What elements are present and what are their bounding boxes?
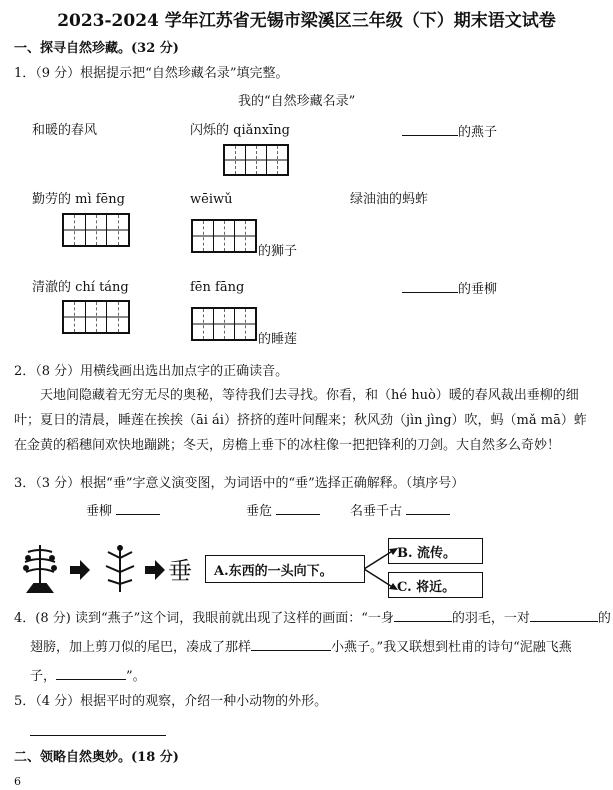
q1-item-e: wēiwǔ <box>190 192 233 207</box>
q1-item-c-blank[interactable] <box>402 123 458 136</box>
q1-item-j-suffix: 的垂柳 <box>458 282 498 297</box>
q1-item-h: 清澈的 chí táng <box>32 280 129 295</box>
q1-grid-i[interactable] <box>191 307 257 341</box>
q2-stem: 2．（8 分）用横线画出选出加点字的正确读音。 <box>14 364 289 379</box>
q1-item-g: 的狮子 <box>258 244 298 259</box>
q4-blank-4[interactable] <box>56 667 126 680</box>
section-1-heading: 一、探寻自然珍藏。(32 分) <box>14 41 179 56</box>
q3-option-a: A.东西的一头向下。 <box>205 555 365 583</box>
q4-line-1-text-a: 4．(8 分) 读到“燕子”这个词，我眼前就出现了这样的画面：“一身 <box>14 611 394 626</box>
q3-word-2-blank[interactable] <box>276 502 320 515</box>
q1-grid-h[interactable] <box>62 300 130 334</box>
q4-blank-2[interactable] <box>530 609 598 622</box>
q3-option-c: C. 将近。 <box>388 572 483 598</box>
q3-word-2-text: 垂危 <box>246 504 273 519</box>
q1-item-c-suffix: 的燕子 <box>458 125 498 140</box>
q1-item-d: 勤劳的 mì fēng <box>32 192 125 207</box>
page-title: 2023-2024 学年江苏省无锡市梁溪区三年级（下）期末语文试卷 <box>57 11 556 31</box>
q1-grid-b[interactable] <box>223 144 289 176</box>
q1-item-f: 绿油油的蚂蚱 <box>350 192 429 207</box>
q3-word-1-text: 垂柳 <box>86 504 113 519</box>
q2-passage: 天地间隐藏着无穷无尽的奥秘，等待我们去寻找。你看，和（hé huò）暖的春风裁出垂柳的细叶；夏日的清晨，睡莲在挨挨（āi ái）挤挤的莲叶间醒来；秋风劲（jìn jìng）吹，蚂（mǎ mā）蚱在金黄的稻穗间欢快地蹦跳；冬天，房檐上垂下的冰柱像一把把锋利的刀剑。大自然多么奇妙！ <box>14 388 587 453</box>
q1-item-j <box>402 280 497 298</box>
q4-line-2-text-a: 翅膀，加上剪刀似的尾巴，凑成了那样 <box>30 640 252 655</box>
arrow-right-icon-1 <box>70 560 90 580</box>
q4-line-2-text-b: 小燕子。”我又联想到杜甫的诗句“泥融飞燕 <box>331 640 572 655</box>
q1-item-j-blank[interactable] <box>402 280 458 293</box>
q1-list-title: 我的“自然珍藏名录” <box>238 94 356 109</box>
q3-word-1-blank[interactable] <box>116 502 160 515</box>
q4-line-2 <box>30 638 572 656</box>
q4-line-1-text-c: 的 <box>597 611 611 626</box>
q3-word-3 <box>350 502 450 520</box>
q3-word-2 <box>246 502 320 520</box>
ancient-glyph-1-icon <box>24 545 56 592</box>
q1-stem: 1．（9 分）根据提示把“自然珍藏名录”填完整。 <box>14 66 289 81</box>
q3-word-3-text: 名垂千古 <box>350 504 403 519</box>
q1-item-c <box>402 123 497 141</box>
q1-item-b: 闪烁的 qiǎnxīng <box>190 123 290 138</box>
q3-option-b: B. 流传。 <box>388 538 483 564</box>
q4-line-3-text-a: 子， <box>30 669 57 684</box>
q3-word-1 <box>86 502 160 520</box>
arrow-right-icon-2 <box>145 560 165 580</box>
q1-item-a: 和暖的春风 <box>32 123 98 138</box>
page-mark: 6 <box>14 775 21 788</box>
q1-grid-d[interactable] <box>62 213 130 247</box>
q1-item-k: 的睡莲 <box>258 332 298 347</box>
q4-line-1 <box>14 609 611 627</box>
q1-item-i: fēn fāng <box>190 280 245 295</box>
q4-line-3-text-b: ”。 <box>126 669 146 684</box>
q4-blank-1[interactable] <box>394 609 452 622</box>
q3-stem: 3．（3 分）根据“垂”字意义演变图，为词语中的“垂”选择正确解释。（填序号） <box>14 476 465 491</box>
ancient-glyph-2-icon <box>106 545 134 592</box>
chui-character: 垂 <box>168 557 192 585</box>
q3-word-3-blank[interactable] <box>406 502 450 515</box>
q5-answer-line[interactable] <box>30 735 166 736</box>
q5-stem: 5．（4 分）根据平时的观察，介绍一种小动物的外形。 <box>14 694 328 709</box>
q1-grid-e[interactable] <box>191 219 257 253</box>
section-2-heading: 二、领略自然奥妙。(18 分) <box>14 750 179 765</box>
q4-line-1-text-b: 的羽毛，一对 <box>451 611 530 626</box>
q4-line-3 <box>30 667 146 685</box>
q4-blank-3[interactable] <box>251 638 331 651</box>
